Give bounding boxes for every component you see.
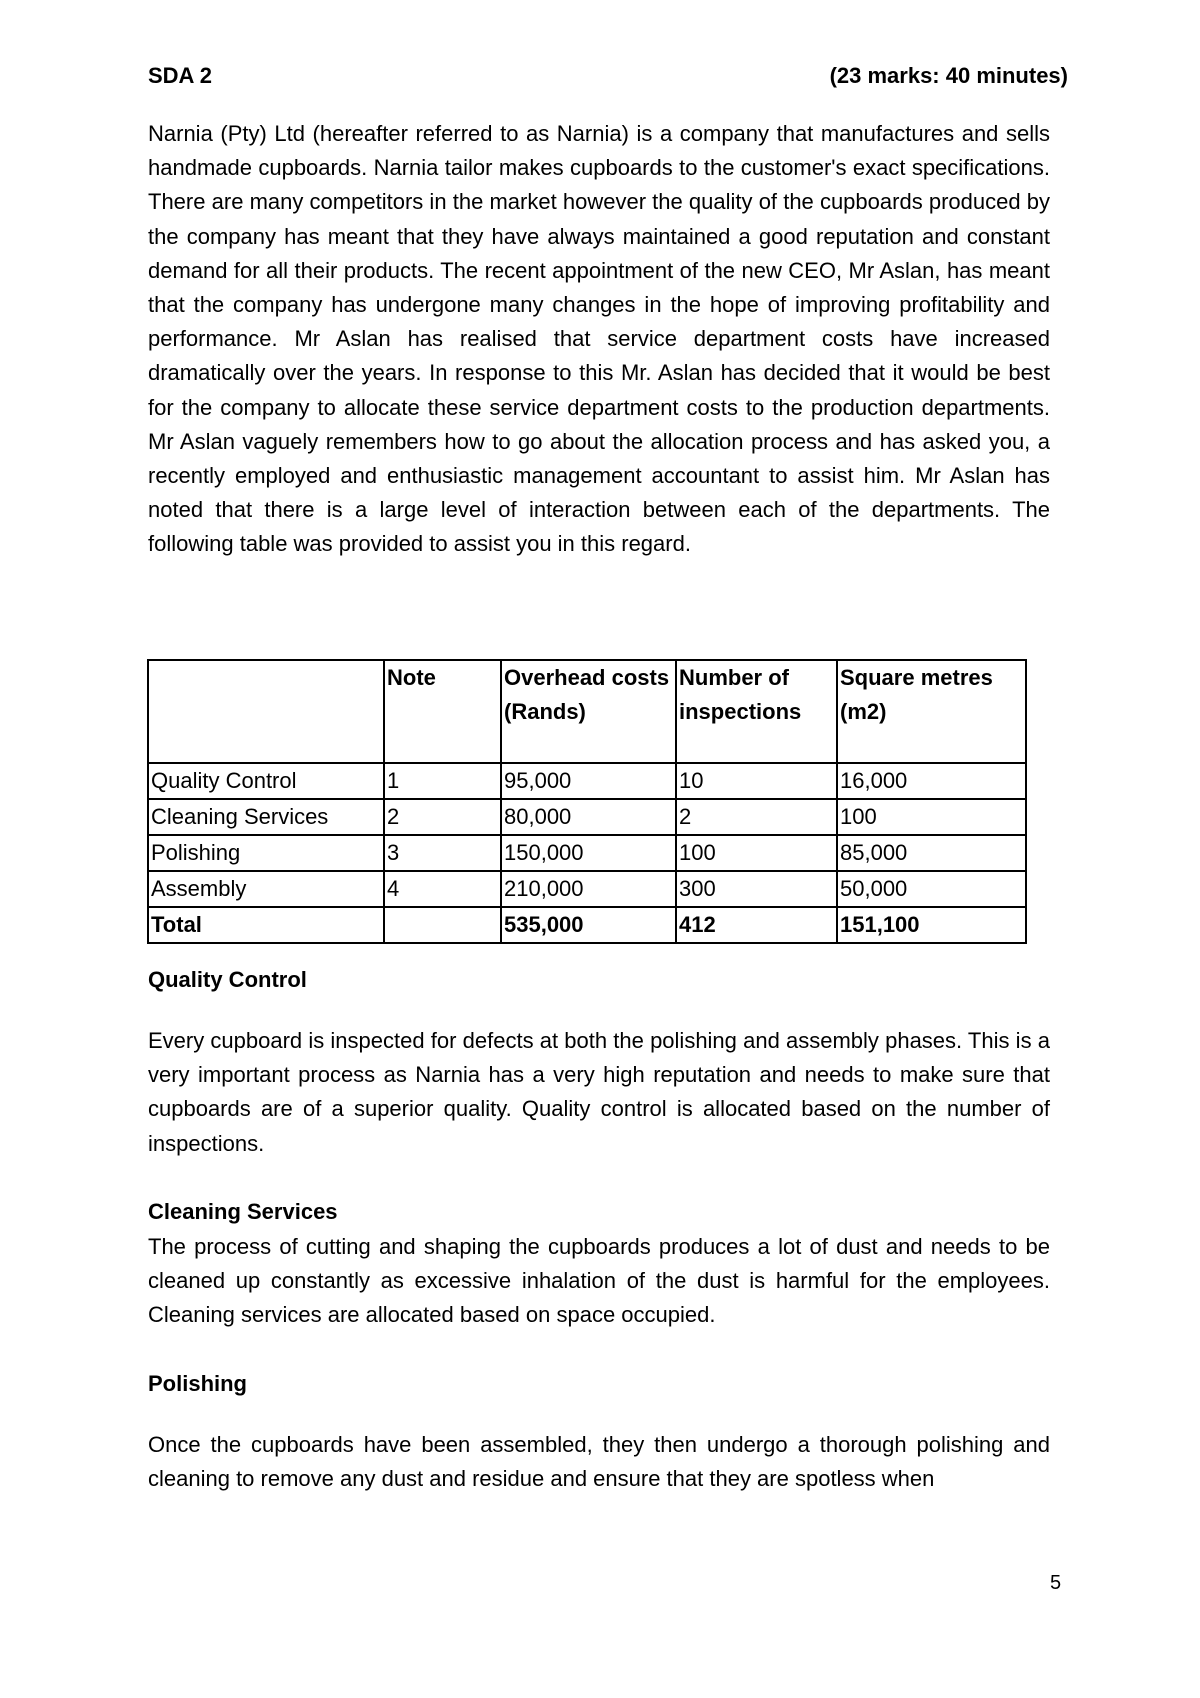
table-row: [148, 763, 1026, 799]
table-cell: 150,000: [501, 835, 676, 871]
table-cell: 4: [384, 871, 501, 907]
cost-table: [147, 659, 1027, 944]
table-cell: 50,000: [837, 871, 1026, 907]
header-cell: Note: [384, 660, 501, 763]
cleaning-services-paragraph: The process of cutting and shaping the cupboards produces a lot of dust and needs to be cleaned up constantly as excessive inhalation of the dust is harmful for the employees. Cleaning services are allocated based on space occupied.: [148, 1234, 1050, 1328]
page-number: 5: [1050, 1572, 1062, 1594]
marks-time-label: (23 marks: 40 minutes): [829, 63, 1068, 88]
table-cell: Quality Control: [148, 763, 384, 799]
table-total-row: [148, 907, 1026, 943]
table-row: [148, 799, 1026, 835]
table-cell: Polishing: [148, 835, 384, 871]
page-header: [148, 62, 1068, 90]
table-row: [148, 871, 1026, 907]
table-cell: 300: [676, 871, 837, 907]
table-cell: 2: [676, 799, 837, 835]
table-cell: [384, 907, 501, 943]
header-cell: Overhead costs (Rands): [501, 660, 676, 763]
quality-control-paragraph: Every cupboard is inspected for defects at both the polishing and assembly phases. This is a very important process as Narnia has a very high reputation and needs to make sure that cupboards are of a superior quality. Quality control is allocated based on the number of inspections.: [148, 1028, 1050, 1156]
table-cell: 210,000: [501, 871, 676, 907]
table-cell: 3: [384, 835, 501, 871]
header-cell: Square metres (m2): [837, 660, 1026, 763]
table-cell: 412: [676, 907, 837, 943]
table-cell: 100: [676, 835, 837, 871]
polishing-paragraph: Once the cupboards have been assembled, they then undergo a thorough polishing and cleaning to remove any dust and residue and ensure that they are spotless when: [148, 1432, 1050, 1492]
intro-paragraph: Narnia (Pty) Ltd (hereafter referred to as Narnia) is a company that manufactures and sells handmade cupboards. Narnia tailor makes cupboards to the customer's exact specifications. There are many competitors in the market however the quality of the cupboards produced by the company has meant that they have always maintained a good reputation and constant demand for all their products. The recent appointment of the new CEO, Mr Aslan, has meant that the company has undergone many changes in the hope of improving profitability and performance. Mr Aslan has realised that service department costs have increased dramatically over the years. In response to this Mr. Aslan has decided that it would be best for the company to allocate these service department costs to the production departments. Mr Aslan vaguely remembers how to go about the allocation process and has asked you, a recently employed and enthusiastic management accountant to assist him. Mr Aslan has noted that there is a large level of interaction between each of the departments. The following table was provided to assist you in this regard.: [148, 121, 1050, 557]
table-header-row: [148, 660, 1026, 763]
assignment-title: SDA 2: [148, 63, 212, 88]
table-cell: 85,000: [837, 835, 1026, 871]
table-cell: Assembly: [148, 871, 384, 907]
table-row: [148, 835, 1026, 871]
table-cell: Cleaning Services: [148, 799, 384, 835]
table-cell: 80,000: [501, 799, 676, 835]
table-cell: 100: [837, 799, 1026, 835]
table-cell: 535,000: [501, 907, 676, 943]
table-cell: 16,000: [837, 763, 1026, 799]
table-cell: 151,100: [837, 907, 1026, 943]
header-cell: [148, 660, 384, 763]
quality-control-heading: Quality Control: [148, 967, 307, 992]
cleaning-services-heading: Cleaning Services: [148, 1199, 338, 1224]
header-cell: Number of inspections: [676, 660, 837, 763]
table-cell: 10: [676, 763, 837, 799]
polishing-heading: Polishing: [148, 1371, 247, 1396]
table-cell: 95,000: [501, 763, 676, 799]
table-cell: 1: [384, 763, 501, 799]
table-cell: 2: [384, 799, 501, 835]
table-cell: Total: [148, 907, 384, 943]
